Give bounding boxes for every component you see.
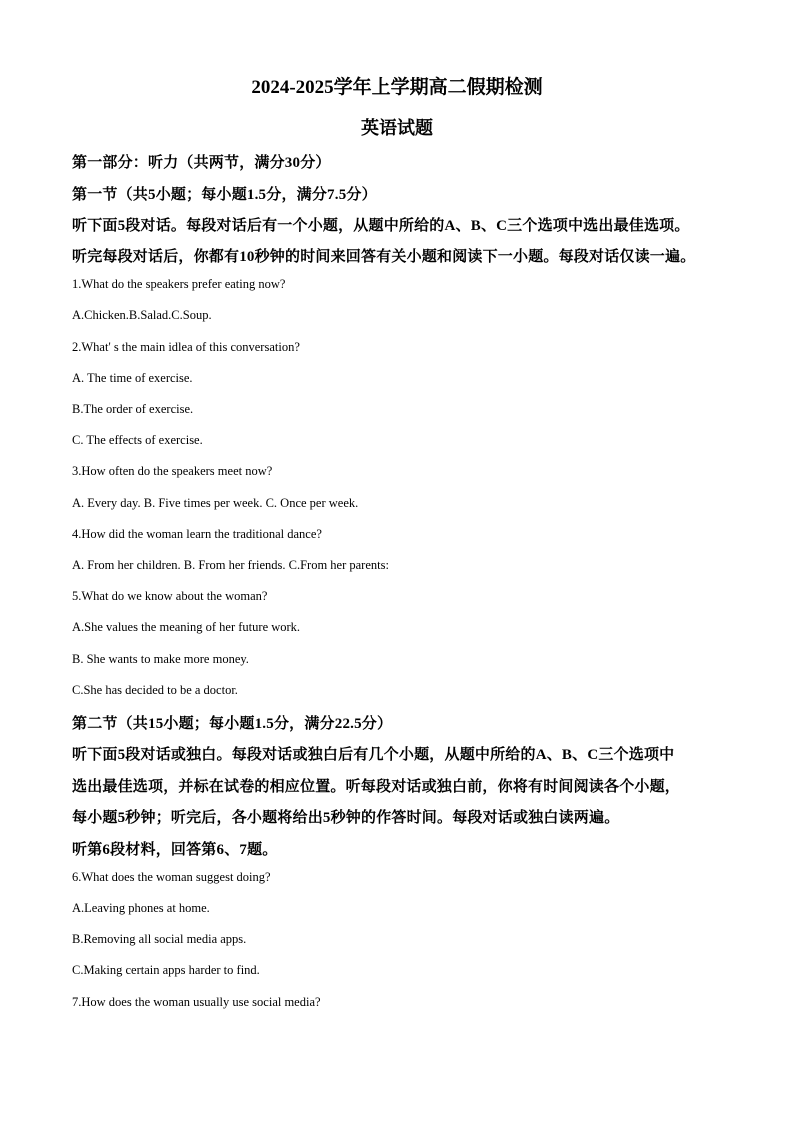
section2-heading: 第二节（共15小题；每小题1.5分，满分22.5分）	[72, 716, 393, 732]
page-title: 2024-2025学年上学期高二假期检测	[251, 77, 543, 98]
section2-instruction-line: 每小题5秒钟；听完后，各小题将给出5秒钟的作答时间。每段对话或独白读两遍。	[72, 810, 620, 826]
question-text: 2.What' s the main idlea of this conversation?	[72, 340, 300, 354]
part1-heading: 第一部分：听力（共两节，满分30分）	[72, 155, 331, 171]
answer-option: A.She values the meaning of her future work.	[72, 620, 301, 634]
section1-instruction-line: 听下面5段对话。每段对话后有一个小题，从题中所给的A、B、C三个选项中选出最佳选项。	[72, 218, 690, 234]
answer-option: C.She has decided to be a doctor.	[72, 683, 238, 697]
section2-instruction-line: 选出最佳选项，并标在试卷的相应位置。听每段对话或独白前，你将有时间阅读各个小题，	[72, 779, 681, 795]
section1-instruction-line: 听完每段对话后，你都有10秒钟的时间来回答有关小题和阅读下一小题。每段对话仅读一遍。	[72, 249, 696, 265]
answer-option: B.The order of exercise.	[72, 402, 194, 416]
answer-option: B. She wants to make more money.	[72, 652, 249, 666]
answer-options: A.Chicken.B.Salad.C.Soup.	[72, 308, 212, 322]
answer-option: C. The effects of exercise.	[72, 433, 203, 447]
question-text: 4.How did the woman learn the traditional dance?	[72, 527, 322, 541]
answer-option: C.Making certain apps harder to find.	[72, 963, 260, 977]
answer-option: A.Leaving phones at home.	[72, 901, 210, 915]
question-text: 6.What does the woman suggest doing?	[72, 870, 271, 884]
section1-heading: 第一节（共5小题；每小题1.5分，满分7.5分）	[72, 187, 377, 203]
question-text: 5.What do we know about the woman?	[72, 589, 268, 603]
question-text: 7.How does the woman usually use social media?	[72, 995, 321, 1009]
question-text: 3.How often do the speakers meet now?	[72, 464, 273, 478]
answer-option: B.Removing all social media apps.	[72, 932, 247, 946]
answer-options: A. Every day. B. Five times per week. C. Once per week.	[72, 496, 359, 510]
answer-options: A. From her children. B. From her friends. C.From her parents:	[72, 558, 389, 572]
question-text: 1.What do the speakers prefer eating now?	[72, 277, 286, 291]
material6-heading: 听第6段材料，回答第6、7题。	[72, 842, 278, 858]
answer-option: A. The time of exercise.	[72, 371, 193, 385]
page-subtitle: 英语试题	[361, 118, 433, 138]
section2-instruction-line: 听下面5段对话或独白。每段对话或独白后有几个小题，从题中所给的A、B、C三个选项中	[72, 747, 675, 763]
